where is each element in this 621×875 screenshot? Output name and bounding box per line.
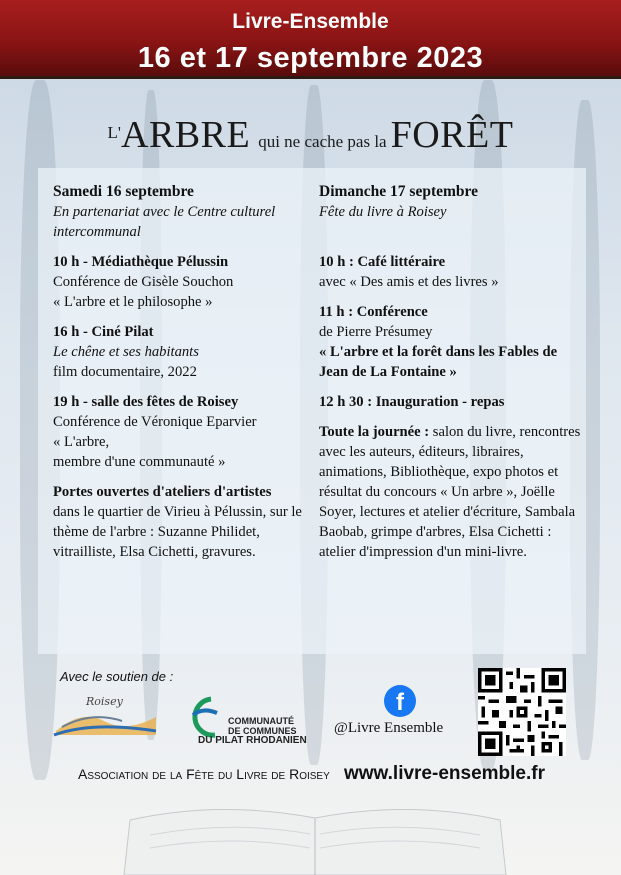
support-label: Avec le soutien de : <box>60 669 174 684</box>
event-line: « L'arbre et le philosophe » <box>53 294 213 310</box>
saturday-subtitle: En partenariat avec le Centre culturel intercommunal <box>53 204 276 240</box>
header-banner <box>0 0 621 79</box>
event-line: Le chêne et ses habitants <box>53 344 199 360</box>
cc-line: DE COMMUNES <box>228 726 297 736</box>
event-line: « L'arbre, <box>53 434 110 450</box>
event-time: 10 h : Café littéraire <box>319 254 446 270</box>
event-time: 10 h - Médiathèque Pélussin <box>53 254 229 270</box>
event-time: 11 h : Conférence <box>319 304 428 320</box>
event-time: 19 h - salle des fêtes de Roisey <box>53 394 239 410</box>
event-line: de Pierre Présumey <box>319 324 433 340</box>
event-line: membre d'une communauté » <box>53 454 226 470</box>
event-time: 12 h 30 : Inauguration - repas <box>319 394 505 410</box>
facebook-icon[interactable]: f <box>384 685 416 717</box>
title-middle: qui ne cache pas la <box>258 132 387 151</box>
sunday-subtitle: Fête du livre à Roisey <box>319 204 447 220</box>
roisey-logo-text: Roisey <box>86 695 123 708</box>
cc-line: DU PILAT RHODANIEN <box>198 735 307 746</box>
qr-code[interactable] <box>478 668 566 756</box>
open-book-illustration <box>120 790 510 875</box>
poster-title <box>0 113 621 157</box>
header-dates: 16 et 17 septembre 2023 <box>137 42 484 74</box>
sunday-column <box>319 182 581 562</box>
header-title: Livre-Ensemble <box>232 10 389 33</box>
website-link[interactable]: www.livre-ensemble.fr <box>344 763 545 784</box>
cc-logo-text <box>198 716 307 746</box>
event-text: salon du livre, rencontres avec les auteurs, éditeurs, libraires, animations, Bibliothèque, expo photos et résultat du concours « Un arbre », Joëlle Soyer, lectures et atelier d'écriture, Sambala Baobab, grimpe d'arbres, Elsa Cichetti : atelier d'impression d'un mini-livre. <box>319 424 581 560</box>
event-line: film documentaire, 2022 <box>53 364 197 380</box>
event-time: Portes ouvertes d'ateliers d'artistes <box>53 484 272 500</box>
event-line: « L'arbre et la forêt dans les Fables de Jean de La Fontaine » <box>319 344 558 380</box>
event-text: dans le quartier de Virieu à Pélussin, sur le thème de l'arbre : Suzanne Philidet, vitrailliste, Elsa Cichetti, gravures. <box>53 504 302 560</box>
footer-association: Association de la Fête du Livre de Roisey <box>78 766 330 782</box>
facebook-handle[interactable]: @Livre Ensemble <box>334 720 444 736</box>
roisey-logo <box>52 691 158 743</box>
event-line: avec « Des amis et des livres » <box>319 274 499 290</box>
sunday-heading: Dimanche 17 septembre <box>319 183 478 200</box>
event-line: Conférence de Gisèle Souchon <box>53 274 234 290</box>
footer <box>78 763 588 784</box>
cc-line: COMMUNAUTÉ <box>228 716 294 726</box>
saturday-heading: Samedi 16 septembre <box>53 183 194 200</box>
event-time: 16 h - Ciné Pilat <box>53 324 154 340</box>
title-prefix: L' <box>107 123 121 142</box>
title-word-arbre: ARBRE <box>121 114 251 156</box>
event-time: Toute la journée : <box>319 424 430 440</box>
event-line: Conférence de Véronique Eparvier <box>53 414 257 430</box>
saturday-column <box>53 182 303 562</box>
title-word-foret: FORÊT <box>390 114 514 156</box>
event-text-block <box>319 422 581 562</box>
